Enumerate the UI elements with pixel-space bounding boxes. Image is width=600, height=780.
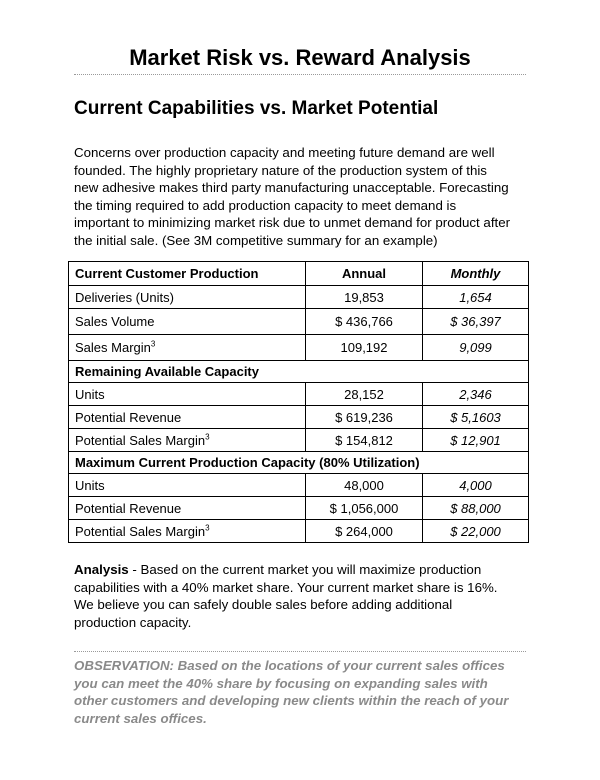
section-heading: Current Capabilities vs. Market Potential xyxy=(74,98,439,119)
row-label: Potential Revenue xyxy=(75,500,182,516)
table-row xyxy=(69,286,529,309)
footnote-marker: 3 xyxy=(205,432,210,442)
annual-cell: 48,000 xyxy=(306,474,423,497)
footnote-marker: 3 xyxy=(205,523,210,533)
annual-cell: 28,152 xyxy=(306,383,423,406)
annual-cell: $ 264,000 xyxy=(306,520,423,543)
analysis-line: We believe you can safely double sales before adding additional xyxy=(74,597,453,613)
intro-line: Concerns over production capacity and meeting future demand are well xyxy=(74,145,495,160)
row-label-cell xyxy=(69,474,306,497)
intro-line: important to minimizing market risk due to unmet demand for product after xyxy=(74,215,511,231)
annual-cell: $ 1,056,000 xyxy=(306,497,423,520)
analysis-line: production capacity. xyxy=(74,614,192,630)
table-row xyxy=(69,429,529,452)
monthly-cell: 4,000 xyxy=(423,474,529,497)
section-label-cell: Remaining Available Capacity xyxy=(69,361,529,383)
intro-line: the timing required to add production capacity to meet demand is xyxy=(74,197,457,213)
page-title: Market Risk vs. Reward Analysis xyxy=(129,45,471,70)
table-row xyxy=(69,309,529,335)
analysis-lead: Analysis xyxy=(74,562,129,577)
observation-paragraph xyxy=(74,657,544,727)
capacity-table xyxy=(68,261,529,543)
table-row xyxy=(69,383,529,406)
table-row xyxy=(69,474,529,497)
section-row xyxy=(69,452,529,474)
annual-cell: $ 619,236 xyxy=(306,406,423,429)
intro-line: founded. The highly proprietary nature of the production system of this xyxy=(74,162,487,178)
monthly-cell: $ 88,000 xyxy=(423,497,529,520)
analysis-text: - Based on the current market you will maximize production xyxy=(128,562,482,577)
row-label: Sales Margin xyxy=(75,340,151,355)
header-annual-cell: Annual xyxy=(306,262,423,286)
annual-cell: 19,853 xyxy=(306,286,423,309)
footnote-marker: 3 xyxy=(150,339,156,349)
annual-cell: 109,192 xyxy=(306,335,423,361)
row-label: Potential Sales Margin xyxy=(75,523,206,539)
observation-line: current sales offices. xyxy=(74,710,207,726)
row-label: Potential Revenue xyxy=(75,409,182,425)
row-label-cell xyxy=(69,520,306,543)
row-label: Units xyxy=(75,386,105,402)
section-label-cell: Maximum Current Production Capacity (80% Utilization) xyxy=(69,452,529,474)
intro-paragraph xyxy=(74,144,544,250)
row-label: Deliveries (Units) xyxy=(75,289,174,305)
section-row xyxy=(69,361,529,383)
monthly-cell: 9,099 xyxy=(423,335,529,361)
observation-line: you can meet the 40% share by focusing on expanding sales with xyxy=(74,675,488,691)
row-label-cell xyxy=(69,429,306,452)
row-label-cell xyxy=(69,309,306,335)
table-header-row xyxy=(69,262,529,286)
monthly-cell: 2,346 xyxy=(423,383,529,406)
row-label: Sales Volume xyxy=(75,314,155,329)
intro-line: the initial sale. (See 3M competitive summary for an example) xyxy=(74,232,438,248)
monthly-cell: $ 36,397 xyxy=(423,309,529,335)
table-row xyxy=(69,406,529,429)
monthly-cell: $ 12,901 xyxy=(423,429,529,452)
analysis-line: capabilities with a 40% market share. Your current market share is 16%. xyxy=(74,579,498,595)
row-label-cell xyxy=(69,497,306,520)
row-label-cell xyxy=(69,335,306,361)
annual-cell: $ 436,766 xyxy=(306,309,423,335)
analysis-line xyxy=(74,561,544,579)
observation-divider xyxy=(74,651,526,652)
observation-line: other customers and developing new clients within the reach of your xyxy=(74,693,509,709)
header-monthly-cell: Monthly xyxy=(423,262,529,286)
observation-line: OBSERVATION: Based on the locations of your current sales offices xyxy=(74,658,505,673)
row-label-cell xyxy=(69,406,306,429)
row-label: Units xyxy=(75,477,105,493)
analysis-paragraph xyxy=(74,561,544,631)
header-label-cell: Current Customer Production xyxy=(69,262,306,286)
annual-cell: $ 154,812 xyxy=(306,429,423,452)
table-row xyxy=(69,497,529,520)
monthly-cell: $ 22,000 xyxy=(423,520,529,543)
row-label-cell xyxy=(69,286,306,309)
row-label-cell xyxy=(69,383,306,406)
table-row xyxy=(69,520,529,543)
monthly-cell: $ 5,1603 xyxy=(423,406,529,429)
intro-line: new adhesive makes third party manufacturing unacceptable. Forecasting xyxy=(74,180,509,196)
monthly-cell: 1,654 xyxy=(423,286,529,309)
row-label: Potential Sales Margin xyxy=(75,432,206,448)
title-divider xyxy=(74,74,526,75)
table-row xyxy=(69,335,529,361)
